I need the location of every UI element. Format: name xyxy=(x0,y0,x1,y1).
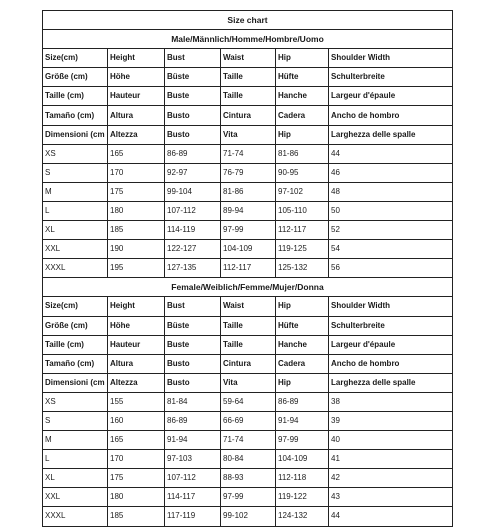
size-label-cell: L xyxy=(43,450,108,469)
male-size-row xyxy=(43,163,453,182)
header-cell: Hip xyxy=(276,49,329,68)
female-header-row xyxy=(43,297,453,316)
measurement-cell: 195 xyxy=(108,259,165,278)
header-cell: Büste xyxy=(165,316,221,335)
header-cell: Bust xyxy=(165,297,221,316)
header-cell: Shoulder Width xyxy=(329,297,453,316)
header-cell: Hip xyxy=(276,125,329,144)
measurement-cell: 40 xyxy=(329,431,453,450)
header-cell: Ancho de hombro xyxy=(329,106,453,125)
measurement-cell: 185 xyxy=(108,507,165,526)
header-cell: Büste xyxy=(165,68,221,87)
header-cell: Vita xyxy=(221,373,276,392)
male-header-row xyxy=(43,87,453,106)
male-size-row xyxy=(43,144,453,163)
size-label-cell: XXL xyxy=(43,240,108,259)
header-cell: Ancho de hombro xyxy=(329,354,453,373)
header-cell: Altura xyxy=(108,106,165,125)
size-chart-table xyxy=(42,10,453,527)
header-cell: Cintura xyxy=(221,106,276,125)
measurement-cell: 88-93 xyxy=(221,469,276,488)
measurement-cell: 80-84 xyxy=(221,450,276,469)
female-size-row xyxy=(43,507,453,526)
header-cell: Höhe xyxy=(108,316,165,335)
header-cell: Hüfte xyxy=(276,68,329,87)
measurement-cell: 114-119 xyxy=(165,221,221,240)
header-cell: Buste xyxy=(165,335,221,354)
measurement-cell: 104-109 xyxy=(221,240,276,259)
female-section-heading: Female/Weiblich/Femme/Mujer/Donna xyxy=(43,278,453,297)
header-cell: Larghezza delle spalle xyxy=(329,373,453,392)
header-cell: Altura xyxy=(108,354,165,373)
header-cell: Cadera xyxy=(276,354,329,373)
measurement-cell: 112-117 xyxy=(276,221,329,240)
measurement-cell: 119-125 xyxy=(276,240,329,259)
header-cell: Taille xyxy=(221,68,276,87)
measurement-cell: 97-99 xyxy=(221,488,276,507)
measurement-cell: 52 xyxy=(329,221,453,240)
measurement-cell: 112-117 xyxy=(221,259,276,278)
size-label-cell: XXXL xyxy=(43,259,108,278)
male-section-row xyxy=(43,30,453,49)
female-size-row xyxy=(43,488,453,507)
female-header-row xyxy=(43,335,453,354)
measurement-cell: 125-132 xyxy=(276,259,329,278)
male-size-row xyxy=(43,182,453,201)
female-size-row xyxy=(43,411,453,430)
measurement-cell: 99-104 xyxy=(165,182,221,201)
measurement-cell: 89-94 xyxy=(221,201,276,220)
measurement-cell: 50 xyxy=(329,201,453,220)
male-header-row xyxy=(43,68,453,87)
male-section-heading: Male/Männlich/Homme/Hombre/Uomo xyxy=(43,30,453,49)
female-header-row xyxy=(43,373,453,392)
measurement-cell: 38 xyxy=(329,392,453,411)
measurement-cell: 90-95 xyxy=(276,163,329,182)
female-header-row xyxy=(43,316,453,335)
measurement-cell: 180 xyxy=(108,201,165,220)
measurement-cell: 175 xyxy=(108,182,165,201)
measurement-cell: 170 xyxy=(108,163,165,182)
measurement-cell: 66-69 xyxy=(221,411,276,430)
header-cell: Tamaño (cm) xyxy=(43,106,108,125)
measurement-cell: 124-132 xyxy=(276,507,329,526)
size-label-cell: M xyxy=(43,431,108,450)
measurement-cell: 170 xyxy=(108,450,165,469)
header-cell: Schulterbreite xyxy=(329,316,453,335)
measurement-cell: 76-79 xyxy=(221,163,276,182)
size-label-cell: M xyxy=(43,182,108,201)
header-cell: Busto xyxy=(165,354,221,373)
header-cell: Taille (cm) xyxy=(43,335,108,354)
size-label-cell: XL xyxy=(43,221,108,240)
header-cell: Höhe xyxy=(108,68,165,87)
male-header-row xyxy=(43,49,453,68)
measurement-cell: 165 xyxy=(108,144,165,163)
male-size-row xyxy=(43,221,453,240)
header-cell: Schulterbreite xyxy=(329,68,453,87)
header-cell: Busto xyxy=(165,125,221,144)
header-cell: Busto xyxy=(165,106,221,125)
header-cell: Waist xyxy=(221,297,276,316)
header-cell: Size(cm) xyxy=(43,297,108,316)
size-label-cell: S xyxy=(43,163,108,182)
measurement-cell: 175 xyxy=(108,469,165,488)
header-cell: Hauteur xyxy=(108,335,165,354)
measurement-cell: 105-110 xyxy=(276,201,329,220)
header-cell: Vita xyxy=(221,125,276,144)
female-size-row xyxy=(43,450,453,469)
measurement-cell: 86-89 xyxy=(276,392,329,411)
measurement-cell: 155 xyxy=(108,392,165,411)
measurement-cell: 190 xyxy=(108,240,165,259)
measurement-cell: 44 xyxy=(329,144,453,163)
female-size-row xyxy=(43,469,453,488)
measurement-cell: 92-97 xyxy=(165,163,221,182)
measurement-cell: 71-74 xyxy=(221,144,276,163)
male-header-row xyxy=(43,125,453,144)
measurement-cell: 41 xyxy=(329,450,453,469)
header-cell: Tamaño (cm) xyxy=(43,354,108,373)
measurement-cell: 59-64 xyxy=(221,392,276,411)
size-label-cell: XL xyxy=(43,469,108,488)
header-cell: Cadera xyxy=(276,106,329,125)
size-label-cell: XS xyxy=(43,144,108,163)
female-size-row xyxy=(43,392,453,411)
header-cell: Size(cm) xyxy=(43,49,108,68)
header-cell: Hip xyxy=(276,297,329,316)
size-label-cell: XXL xyxy=(43,488,108,507)
header-cell: Largeur d'épaule xyxy=(329,335,453,354)
measurement-cell: 185 xyxy=(108,221,165,240)
measurement-cell: 165 xyxy=(108,431,165,450)
male-size-row xyxy=(43,240,453,259)
header-cell: Largeur d'épaule xyxy=(329,87,453,106)
measurement-cell: 86-89 xyxy=(165,144,221,163)
male-size-row xyxy=(43,201,453,220)
header-cell: Shoulder Width xyxy=(329,49,453,68)
measurement-cell: 107-112 xyxy=(165,201,221,220)
measurement-cell: 91-94 xyxy=(165,431,221,450)
header-cell: Dimensioni (cm xyxy=(43,125,108,144)
male-header-row xyxy=(43,106,453,125)
header-cell: Hüfte xyxy=(276,316,329,335)
measurement-cell: 97-102 xyxy=(276,182,329,201)
header-cell: Größe (cm) xyxy=(43,68,108,87)
measurement-cell: 127-135 xyxy=(165,259,221,278)
header-cell: Taille xyxy=(221,316,276,335)
measurement-cell: 180 xyxy=(108,488,165,507)
measurement-cell: 107-112 xyxy=(165,469,221,488)
measurement-cell: 91-94 xyxy=(276,411,329,430)
header-cell: Altezza xyxy=(108,125,165,144)
male-size-row xyxy=(43,259,453,278)
measurement-cell: 119-122 xyxy=(276,488,329,507)
measurement-cell: 56 xyxy=(329,259,453,278)
header-cell: Taille (cm) xyxy=(43,87,108,106)
measurement-cell: 117-119 xyxy=(165,507,221,526)
measurement-cell: 39 xyxy=(329,411,453,430)
header-cell: Größe (cm) xyxy=(43,316,108,335)
measurement-cell: 42 xyxy=(329,469,453,488)
chart-title: Size chart xyxy=(43,11,453,30)
header-cell: Cintura xyxy=(221,354,276,373)
header-cell: Hauteur xyxy=(108,87,165,106)
measurement-cell: 104-109 xyxy=(276,450,329,469)
female-section-row xyxy=(43,278,453,297)
header-cell: Height xyxy=(108,297,165,316)
measurement-cell: 44 xyxy=(329,507,453,526)
header-cell: Larghezza delle spalle xyxy=(329,125,453,144)
size-label-cell: XS xyxy=(43,392,108,411)
measurement-cell: 97-103 xyxy=(165,450,221,469)
header-cell: Dimensioni (cm xyxy=(43,373,108,392)
header-cell: Bust xyxy=(165,49,221,68)
measurement-cell: 160 xyxy=(108,411,165,430)
size-chart-body xyxy=(43,11,453,527)
measurement-cell: 54 xyxy=(329,240,453,259)
measurement-cell: 81-86 xyxy=(221,182,276,201)
measurement-cell: 46 xyxy=(329,163,453,182)
measurement-cell: 97-99 xyxy=(276,431,329,450)
size-label-cell: XXXL xyxy=(43,507,108,526)
header-cell: Waist xyxy=(221,49,276,68)
measurement-cell: 43 xyxy=(329,488,453,507)
female-header-row xyxy=(43,354,453,373)
female-size-row xyxy=(43,431,453,450)
header-cell: Taille xyxy=(221,335,276,354)
header-cell: Buste xyxy=(165,87,221,106)
measurement-cell: 112-118 xyxy=(276,469,329,488)
size-label-cell: L xyxy=(43,201,108,220)
header-cell: Hip xyxy=(276,373,329,392)
measurement-cell: 97-99 xyxy=(221,221,276,240)
header-cell: Altezza xyxy=(108,373,165,392)
measurement-cell: 114-117 xyxy=(165,488,221,507)
size-label-cell: S xyxy=(43,411,108,430)
measurement-cell: 71-74 xyxy=(221,431,276,450)
measurement-cell: 122-127 xyxy=(165,240,221,259)
title-row xyxy=(43,11,453,30)
measurement-cell: 48 xyxy=(329,182,453,201)
header-cell: Height xyxy=(108,49,165,68)
header-cell: Hanche xyxy=(276,335,329,354)
measurement-cell: 81-84 xyxy=(165,392,221,411)
header-cell: Taille xyxy=(221,87,276,106)
measurement-cell: 81-86 xyxy=(276,144,329,163)
measurement-cell: 99-102 xyxy=(221,507,276,526)
header-cell: Busto xyxy=(165,373,221,392)
header-cell: Hanche xyxy=(276,87,329,106)
measurement-cell: 86-89 xyxy=(165,411,221,430)
